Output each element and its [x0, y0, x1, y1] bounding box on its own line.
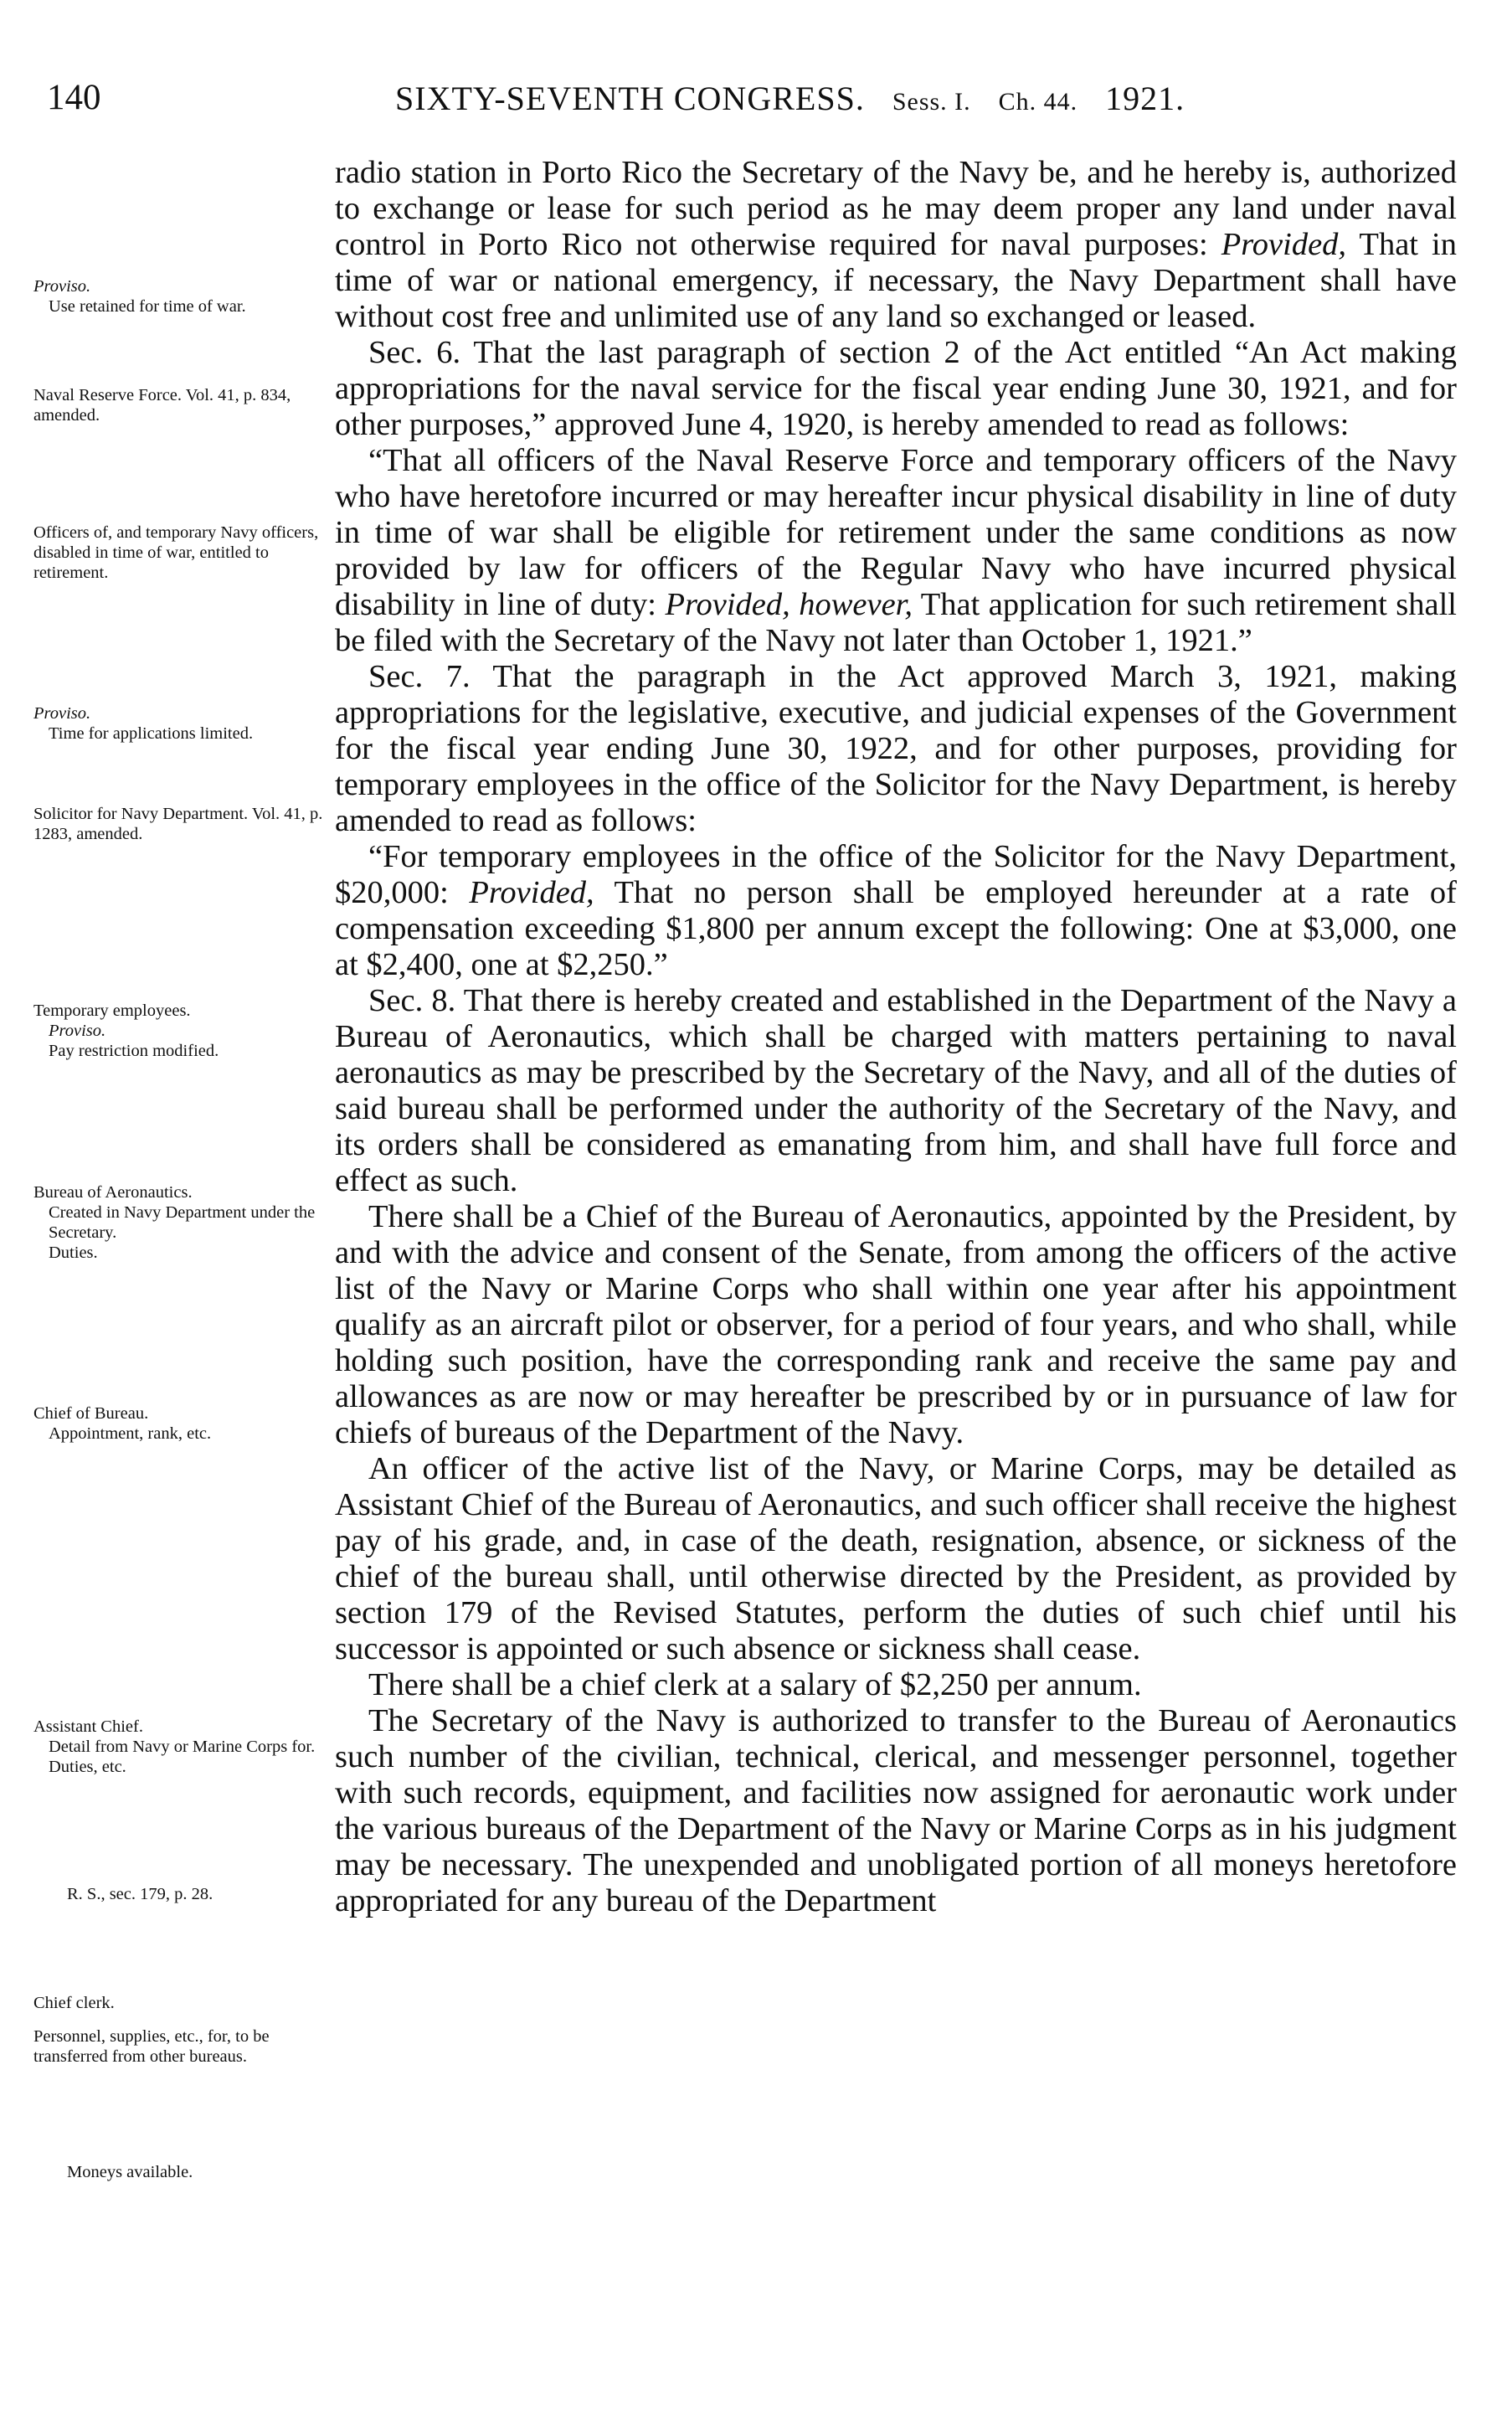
- margin-note-text: Bureau of Aeronautics.: [33, 1183, 193, 1202]
- margin-note-text: Duties.: [49, 1243, 98, 1262]
- margin-note-text: Appointment, rank, etc.: [49, 1424, 212, 1443]
- running-title-session: Sess. I.: [892, 88, 971, 116]
- running-title-year: 1921.: [1105, 80, 1185, 117]
- margin-note-officers-retirement: Officers of, and temporary Navy officers, disabled in time of war, entitled to retirement.: [33, 523, 319, 582]
- paragraph-chief-clerk: There shall be a chief clerk at a salary of $2,250 per annum.: [368, 1667, 1142, 1702]
- margin-note-proviso-time: [33, 703, 335, 744]
- paragraph-chief-of-bureau: There shall be a Chief of the Bureau of Aeronautics, appointed by the President, by and with the advice and consent of the Senate, from among the officers of the active list of the Navy or Marine Corps who shall within one year after his appointment qualify as an aircraft pilot or observer, for a period of four years, and who shall, while holding such position, have the corresponding rank and receive the same pay and allowances as are now or may hereafter be prescribed by or in pursuance of law for chiefs of bureaus of the Department of the Navy.: [335, 1199, 1457, 1450]
- paragraph-naval-reserve-retirement: “That all officers of the Naval Reserve Force and temporary officers of the Navy who have heretofore incurred or may hereafter incur physical disability in line of duty in time of war shall be eligible for retirement under the same conditions as now provided by law for officers of the Regular Navy who have incurred physical disability in line of duty: Provided, however, That application for such retirement shall be filed with the Secretary of the Navy not later than October 1, 1921.”: [335, 443, 1457, 658]
- proviso-label: Proviso.: [33, 704, 91, 723]
- proviso-label: Proviso.: [49, 1022, 106, 1040]
- margin-note-assistant-chief: [33, 1717, 335, 1777]
- margin-note-moneys: Moneys available.: [67, 2163, 193, 2181]
- margin-note-text: Pay restriction modified.: [49, 1042, 219, 1060]
- margin-notes: [33, 0, 335, 2420]
- margin-note-text: Use retained for time of war.: [49, 297, 246, 316]
- margin-note-revised-statutes: R. S., sec. 179, p. 28.: [67, 1885, 213, 1903]
- margin-note-text: Chief of Bureau.: [33, 1404, 149, 1423]
- margin-note-text: Created in Navy Department under the Secretary.: [49, 1203, 316, 1242]
- running-title-congress: SIXTY-SEVENTH CONGRESS.: [395, 80, 865, 117]
- margin-note-bureau-aeronautics: [33, 1182, 335, 1263]
- margin-note-personnel: Personnel, supplies, etc., for, to be transferred from other bureaus.: [33, 2027, 270, 2066]
- paragraph-transfer-personnel: The Secretary of the Navy is authorized to transfer to the Bureau of Aeronautics such number of the civilian, technical, clerical, and messenger personnel, together with such records, equipment, and facilities now assigned for aeronautic work under the various bureaus of the Department of the Navy or Marine Corps as in his judgment may be necessary. The unexpended and unobligated portion of all moneys heretofore appropriated for any bureau of the Department: [335, 1703, 1457, 1918]
- running-title: [395, 79, 1185, 118]
- margin-note-text: Detail from Navy or Marine Corps for.: [49, 1738, 316, 1756]
- margin-note-naval-reserve: Naval Reserve Force. Vol. 41, p. 834, amended.: [33, 386, 291, 425]
- margin-note-chief-clerk: Chief clerk.: [33, 1994, 115, 2012]
- margin-note-proviso-land: [33, 276, 335, 317]
- paragraph-porto-rico: radio station in Porto Rico the Secretary of the Navy be, and he hereby is, authorized to exchange or lease for such period as he may deem proper any land under naval control in Porto Rico not otherwise required for naval purposes: Provided, That in time of war or national emergency, if necessary, the Navy Department shall have without cost free and unlimited use of any land so exchanged or leased.: [335, 155, 1457, 334]
- statute-text: [335, 155, 1457, 1919]
- page-number: 140: [47, 78, 101, 117]
- margin-note-text: Temporary employees.: [33, 1001, 191, 1020]
- margin-note-solicitor: Solicitor for Navy Department. Vol. 41, p. 1283, amended.: [33, 805, 323, 843]
- margin-note-temporary-employees: [33, 1001, 335, 1061]
- margin-note-text: Duties, etc.: [49, 1758, 126, 1776]
- margin-note-chief-of-bureau: [33, 1403, 335, 1444]
- margin-note-text: Assistant Chief.: [33, 1717, 143, 1736]
- proviso-label: Proviso.: [33, 277, 91, 296]
- paragraph-section-6: Sec. 6. That the last paragraph of section 2 of the Act entitled “An Act making appropriations for the naval service for the fiscal year ending June 30, 1921, and for other purposes,” approved June 4, 1920, is hereby amended to read as follows:: [335, 335, 1457, 442]
- paragraph-temporary-employees: “For temporary employees in the office of the Solicitor for the Navy Department, $20,000: Provided, That no person shall be employed hereunder at a rate of compensation exceeding $1,800 per annum except the following: One at $3,000, one at $2,400, one at $2,250.”: [335, 839, 1457, 982]
- paragraph-assistant-chief: An officer of the active list of the Navy, or Marine Corps, may be detailed as Assistant Chief of the Bureau of Aeronautics, and such officer shall receive the highest pay of his grade, and, in case of the death, resignation, absence, or sickness of the chief of the bureau shall, until otherwise directed by the President, as provided by section 179 of the Revised Statutes, perform the duties of such chief until his successor is appointed or such absence or sickness shall cease.: [335, 1451, 1457, 1666]
- paragraph-section-7: Sec. 7. That the paragraph in the Act approved March 3, 1921, making appropriations for the legislative, executive, and judicial expenses of the Government for the fiscal year ending June 30, 1922, and for other purposes, providing for temporary employees in the office of the Solicitor for the Navy Department, is hereby amended to read as follows:: [335, 659, 1457, 838]
- paragraph-section-8: Sec. 8. That there is hereby created and established in the Department of the Navy a Bureau of Aeronautics, which shall be charged with matters pertaining to naval aeronautics as may be prescribed by the Secretary of the Navy, and all of the duties of said bureau shall be performed under the authority of the Secretary of the Navy, and its orders shall be considered as emanating from him, and shall have full force and effect as such.: [335, 983, 1457, 1198]
- margin-note-text: Time for applications limited.: [49, 724, 254, 743]
- running-title-chapter: Ch. 44.: [998, 88, 1078, 116]
